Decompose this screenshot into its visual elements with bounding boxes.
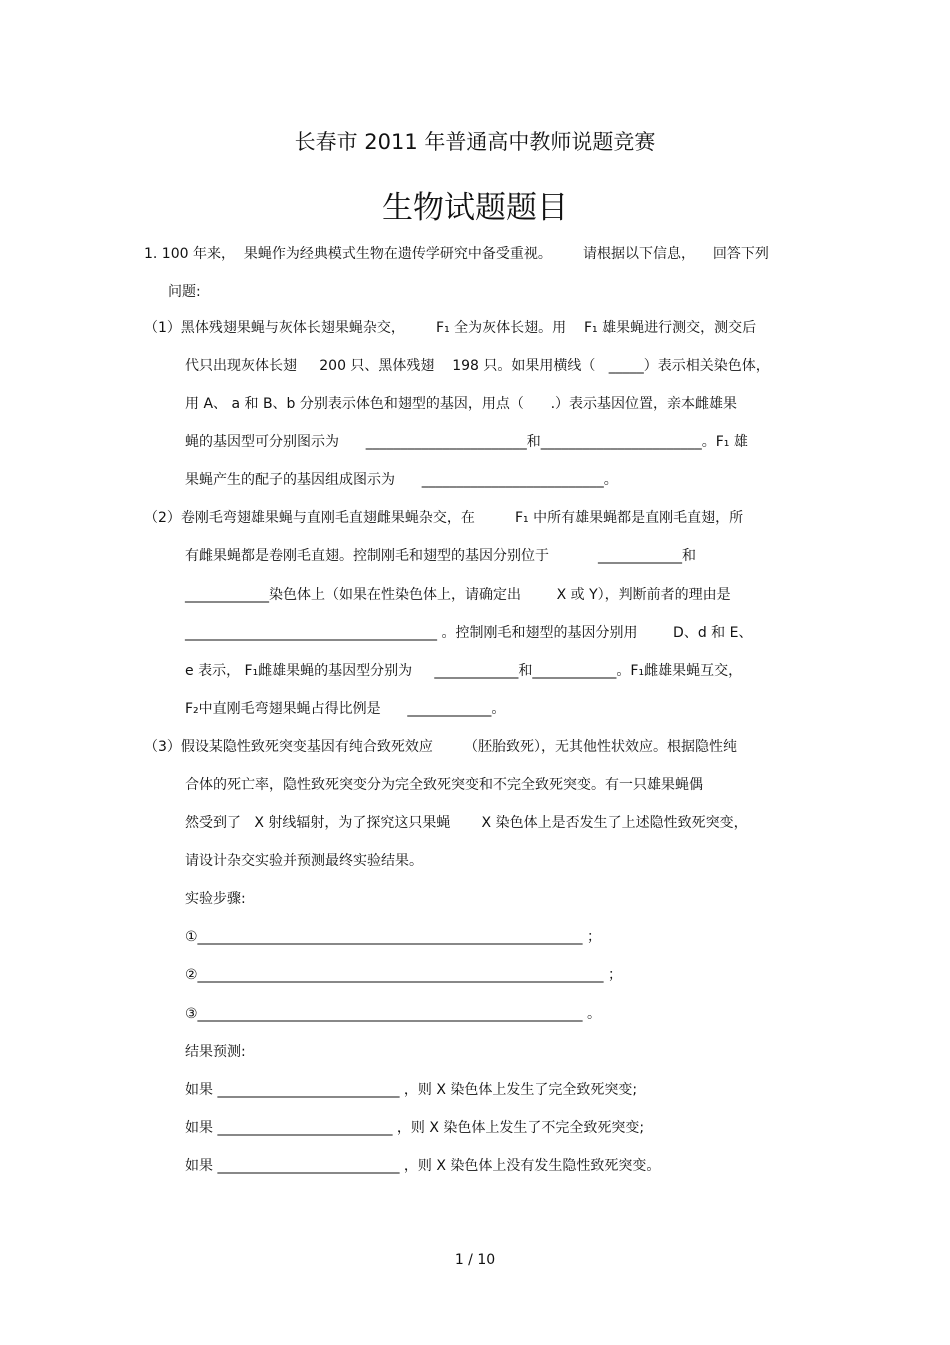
question-line: 蝇的基因型可分别图示为 _______________________和_______________________。F₁ 雄 bbox=[185, 434, 748, 450]
result-line: 如果 _________________________ ，则 X 染色体上发生了不完全致死突变; bbox=[185, 1120, 645, 1136]
step-line: ③_______________________________________________________ 。 bbox=[185, 1006, 602, 1022]
question-line: ____________染色体上（如果在性染色体上，请确定出 X 或 Y），判断前者的理由是 bbox=[185, 587, 731, 603]
result-line: 如果 __________________________ ，则 X 染色体上没有发生隐性致死突变。 bbox=[185, 1158, 661, 1174]
section-label: 实验步骤: bbox=[185, 891, 246, 907]
question-line: 请设计杂交实验并预测最终实验结果。 bbox=[185, 853, 423, 869]
step-line: ①_______________________________________________________ ； bbox=[185, 929, 602, 945]
page-subtitle: 生物试题题目 bbox=[382, 190, 568, 226]
question-line: （2）卷刚毛弯翅雄果蝇与直刚毛直翅雌果蝇杂交，在 F₁ 中所有雄果蝇都是直刚毛直翅，所 bbox=[144, 510, 744, 526]
question-line: 用 A、 a 和 B、b 分别表示体色和翅型的基因，用点（ .）表示基因位置，亲本雌雄果 bbox=[185, 396, 738, 412]
question-line: ____________________________________ 。控制刚毛和翅型的基因分别用 D、d 和 E、 bbox=[185, 625, 753, 641]
question-line: 代只出现灰体长翅 200 只、黑体残翅 198 只。如果用横线（ _____）表示相关染色体， bbox=[185, 358, 770, 374]
question-line: （3）假设某隐性致死突变基因有纯合致死效应 （胚胎致死），无其他性状效应。根据隐性纯 bbox=[144, 739, 738, 755]
question-line: e 表示， F₁雌雄果蝇的基因型分别为 ____________和____________。F₁雌雄果蝇互交， bbox=[185, 663, 743, 679]
question-line: 1. 100 年来， 果蝇作为经典模式生物在遗传学研究中备受重视。 请根据以下信息， 回答下列 bbox=[144, 246, 769, 262]
question-line: 有雌果蝇都是卷刚毛直翅。控制刚毛和翅型的基因分别位于 ____________和 bbox=[185, 548, 696, 564]
section-label: 结果预测: bbox=[185, 1044, 246, 1060]
page-title: 长春市 2011 年普通高中教师说题竞赛 bbox=[294, 130, 656, 154]
page-number: 1 / 10 bbox=[454, 1252, 496, 1268]
question-line: （1）黑体残翅果蝇与灰体长翅果蝇杂交， F₁ 全为灰体长翅。用 F₁ 雄果蝇进行测交，测交后 bbox=[144, 320, 757, 336]
question-line: 问题: bbox=[168, 284, 201, 300]
question-line: F₂中直刚毛弯翅果蝇占得比例是 ____________。 bbox=[185, 701, 506, 717]
question-line: 合体的死亡率，隐性致死突变分为完全致死突变和不完全致死突变。有一只雄果蝇偶 bbox=[185, 777, 703, 793]
result-line: 如果 __________________________ ，则 X 染色体上发生了完全致死突变; bbox=[185, 1082, 638, 1098]
question-line: 果蝇产生的配子的基因组成图示为 __________________________。 bbox=[185, 472, 618, 488]
question-line: 然受到了 X 射线辐射，为了探究这只果蝇 X 染色体上是否发生了上述隐性致死突变， bbox=[185, 815, 748, 831]
step-line: ②__________________________________________________________ ； bbox=[185, 967, 623, 983]
